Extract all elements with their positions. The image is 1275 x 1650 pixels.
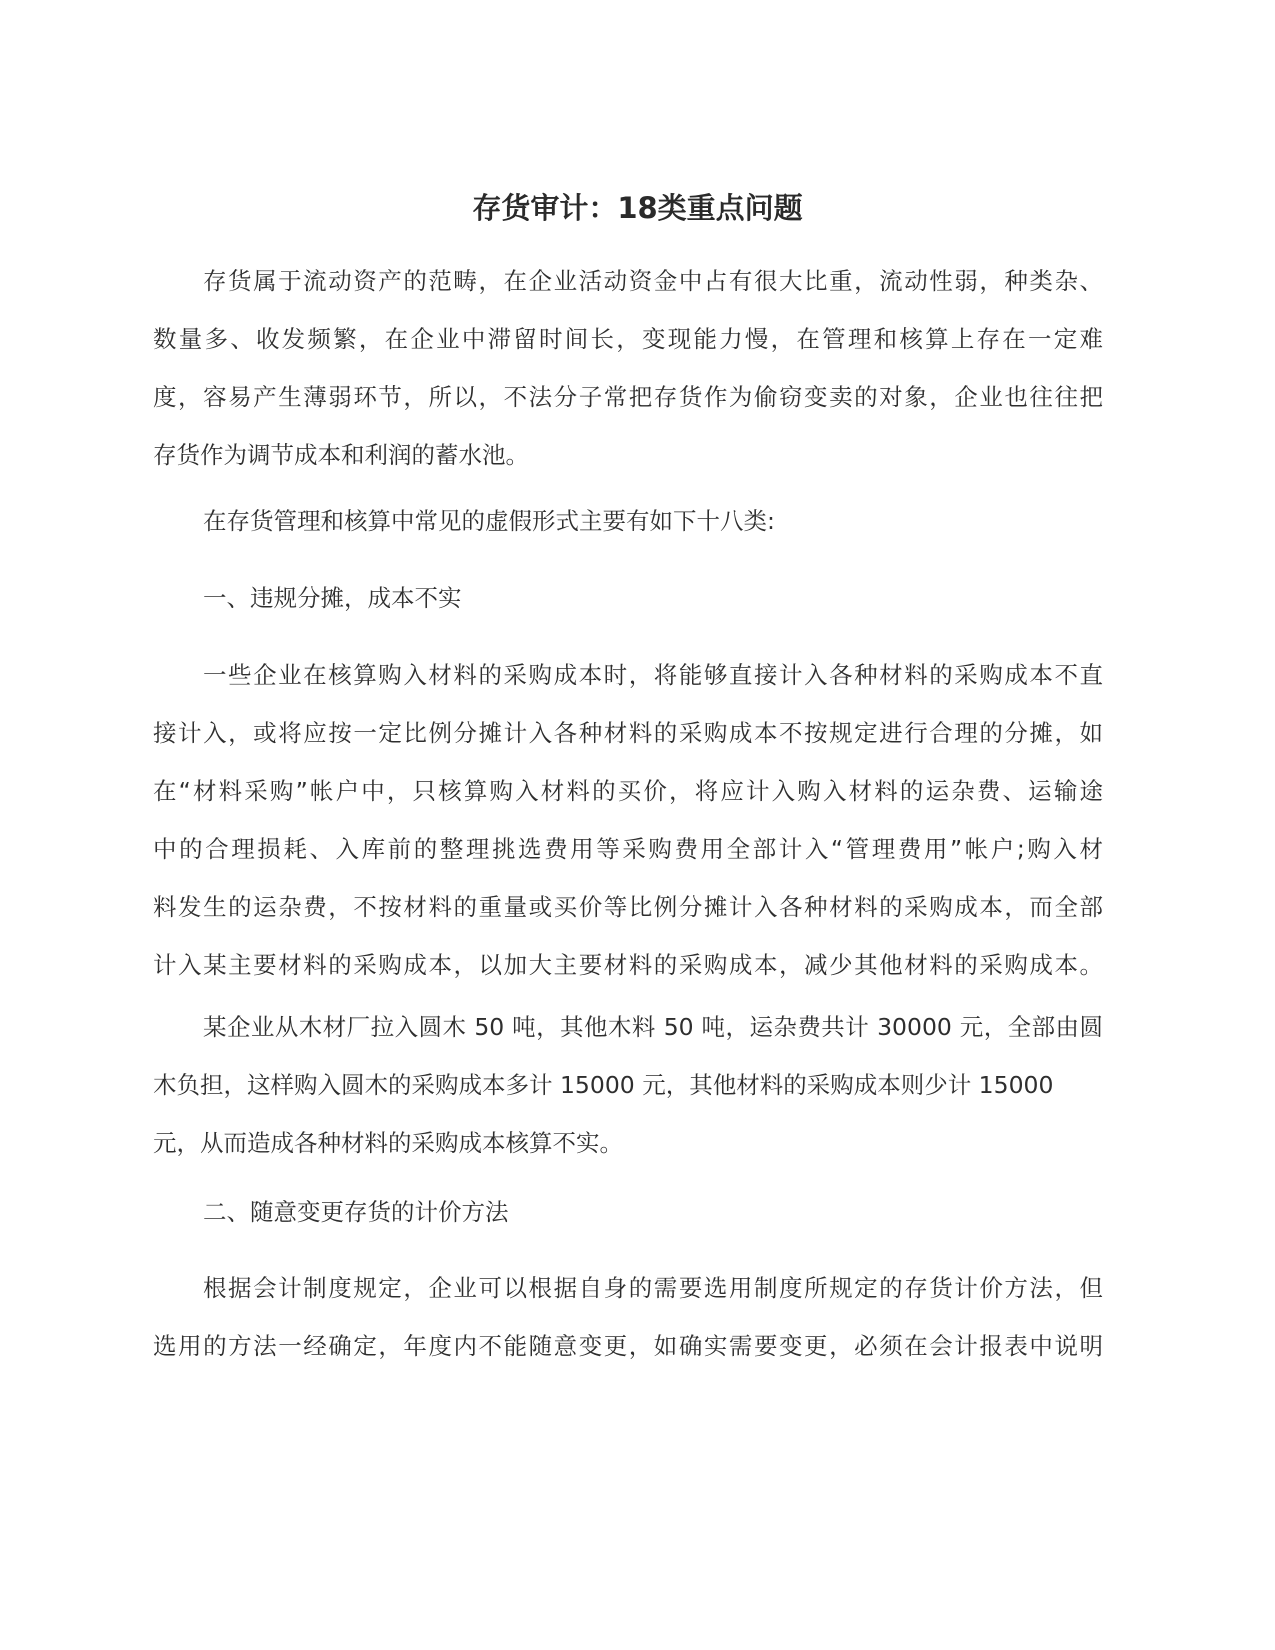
paragraph-line: 中的合理损耗、入库前的整理挑选费用等采购费用全部计入“管理费用”帐户;购入材 (153, 835, 1103, 863)
section-heading-text: 二、随意变更存货的计价方法 (203, 1198, 509, 1226)
paragraph-line: 一些企业在核算购入材料的采购成本时，将能够直接计入各种材料的采购成本不直 (203, 661, 1103, 689)
section-2-paragraph (153, 1259, 1103, 1375)
paragraph-line: 度，容易产生薄弱环节，所以，不法分子常把存货作为偷窃变卖的对象，企业也往往把 (153, 383, 1103, 411)
document-title: 存货审计：18类重点问题 (472, 191, 803, 225)
paragraph-line: 在“材料采购”帐户中，只核算购入材料的买价，将应计入购入材料的运杂费、运输途 (153, 777, 1103, 805)
section-heading-1 (153, 569, 1103, 627)
paragraph-line: 选用的方法一经确定，年度内不能随意变更，如确实需要变更，必须在会计报表中说明 (153, 1332, 1103, 1360)
intro-paragraph (153, 252, 1103, 484)
overview-paragraph (153, 492, 1103, 550)
paragraph-line: 在存货管理和核算中常见的虚假形式主要有如下十八类: (203, 507, 775, 535)
paragraph-line: 根据会计制度规定，企业可以根据自身的需要选用制度所规定的存货计价方法，但 (203, 1274, 1103, 1302)
section-heading-2 (153, 1183, 1103, 1241)
example-paragraph (153, 998, 1103, 1172)
paragraph-line: 元，从而造成各种材料的采购成本核算不实。 (153, 1129, 623, 1157)
paragraph-line: 数量多、收发频繁，在企业中滞留时间长，变现能力慢，在管理和核算上存在一定难 (153, 325, 1103, 353)
paragraph-line: 木负担，这样购入圆木的采购成本多计 15000 元，其他材料的采购成本则少计 15000 (153, 1071, 1054, 1099)
paragraph-line: 存货属于流动资产的范畴，在企业活动资金中占有很大比重，流动性弱，种类杂、 (203, 267, 1103, 295)
paragraph-line: 存货作为调节成本和利润的蓄水池。 (153, 441, 529, 469)
paragraph-line: 某企业从木材厂拉入圆木 50 吨，其他木料 50 吨，运杂费共计 30000 元，全部由圆 (203, 1013, 1103, 1041)
paragraph-line: 料发生的运杂费，不按材料的重量或买价等比例分摊计入各种材料的采购成本，而全部 (153, 893, 1103, 921)
paragraph-line: 计入某主要材料的采购成本，以加大主要材料的采购成本，减少其他材料的采购成本。 (153, 951, 1103, 979)
section-heading-text: 一、违规分摊，成本不实 (203, 584, 462, 612)
paragraph-line: 接计入，或将应按一定比例分摊计入各种材料的采购成本不按规定进行合理的分摊，如 (153, 719, 1103, 747)
section-1-paragraph (153, 646, 1103, 994)
